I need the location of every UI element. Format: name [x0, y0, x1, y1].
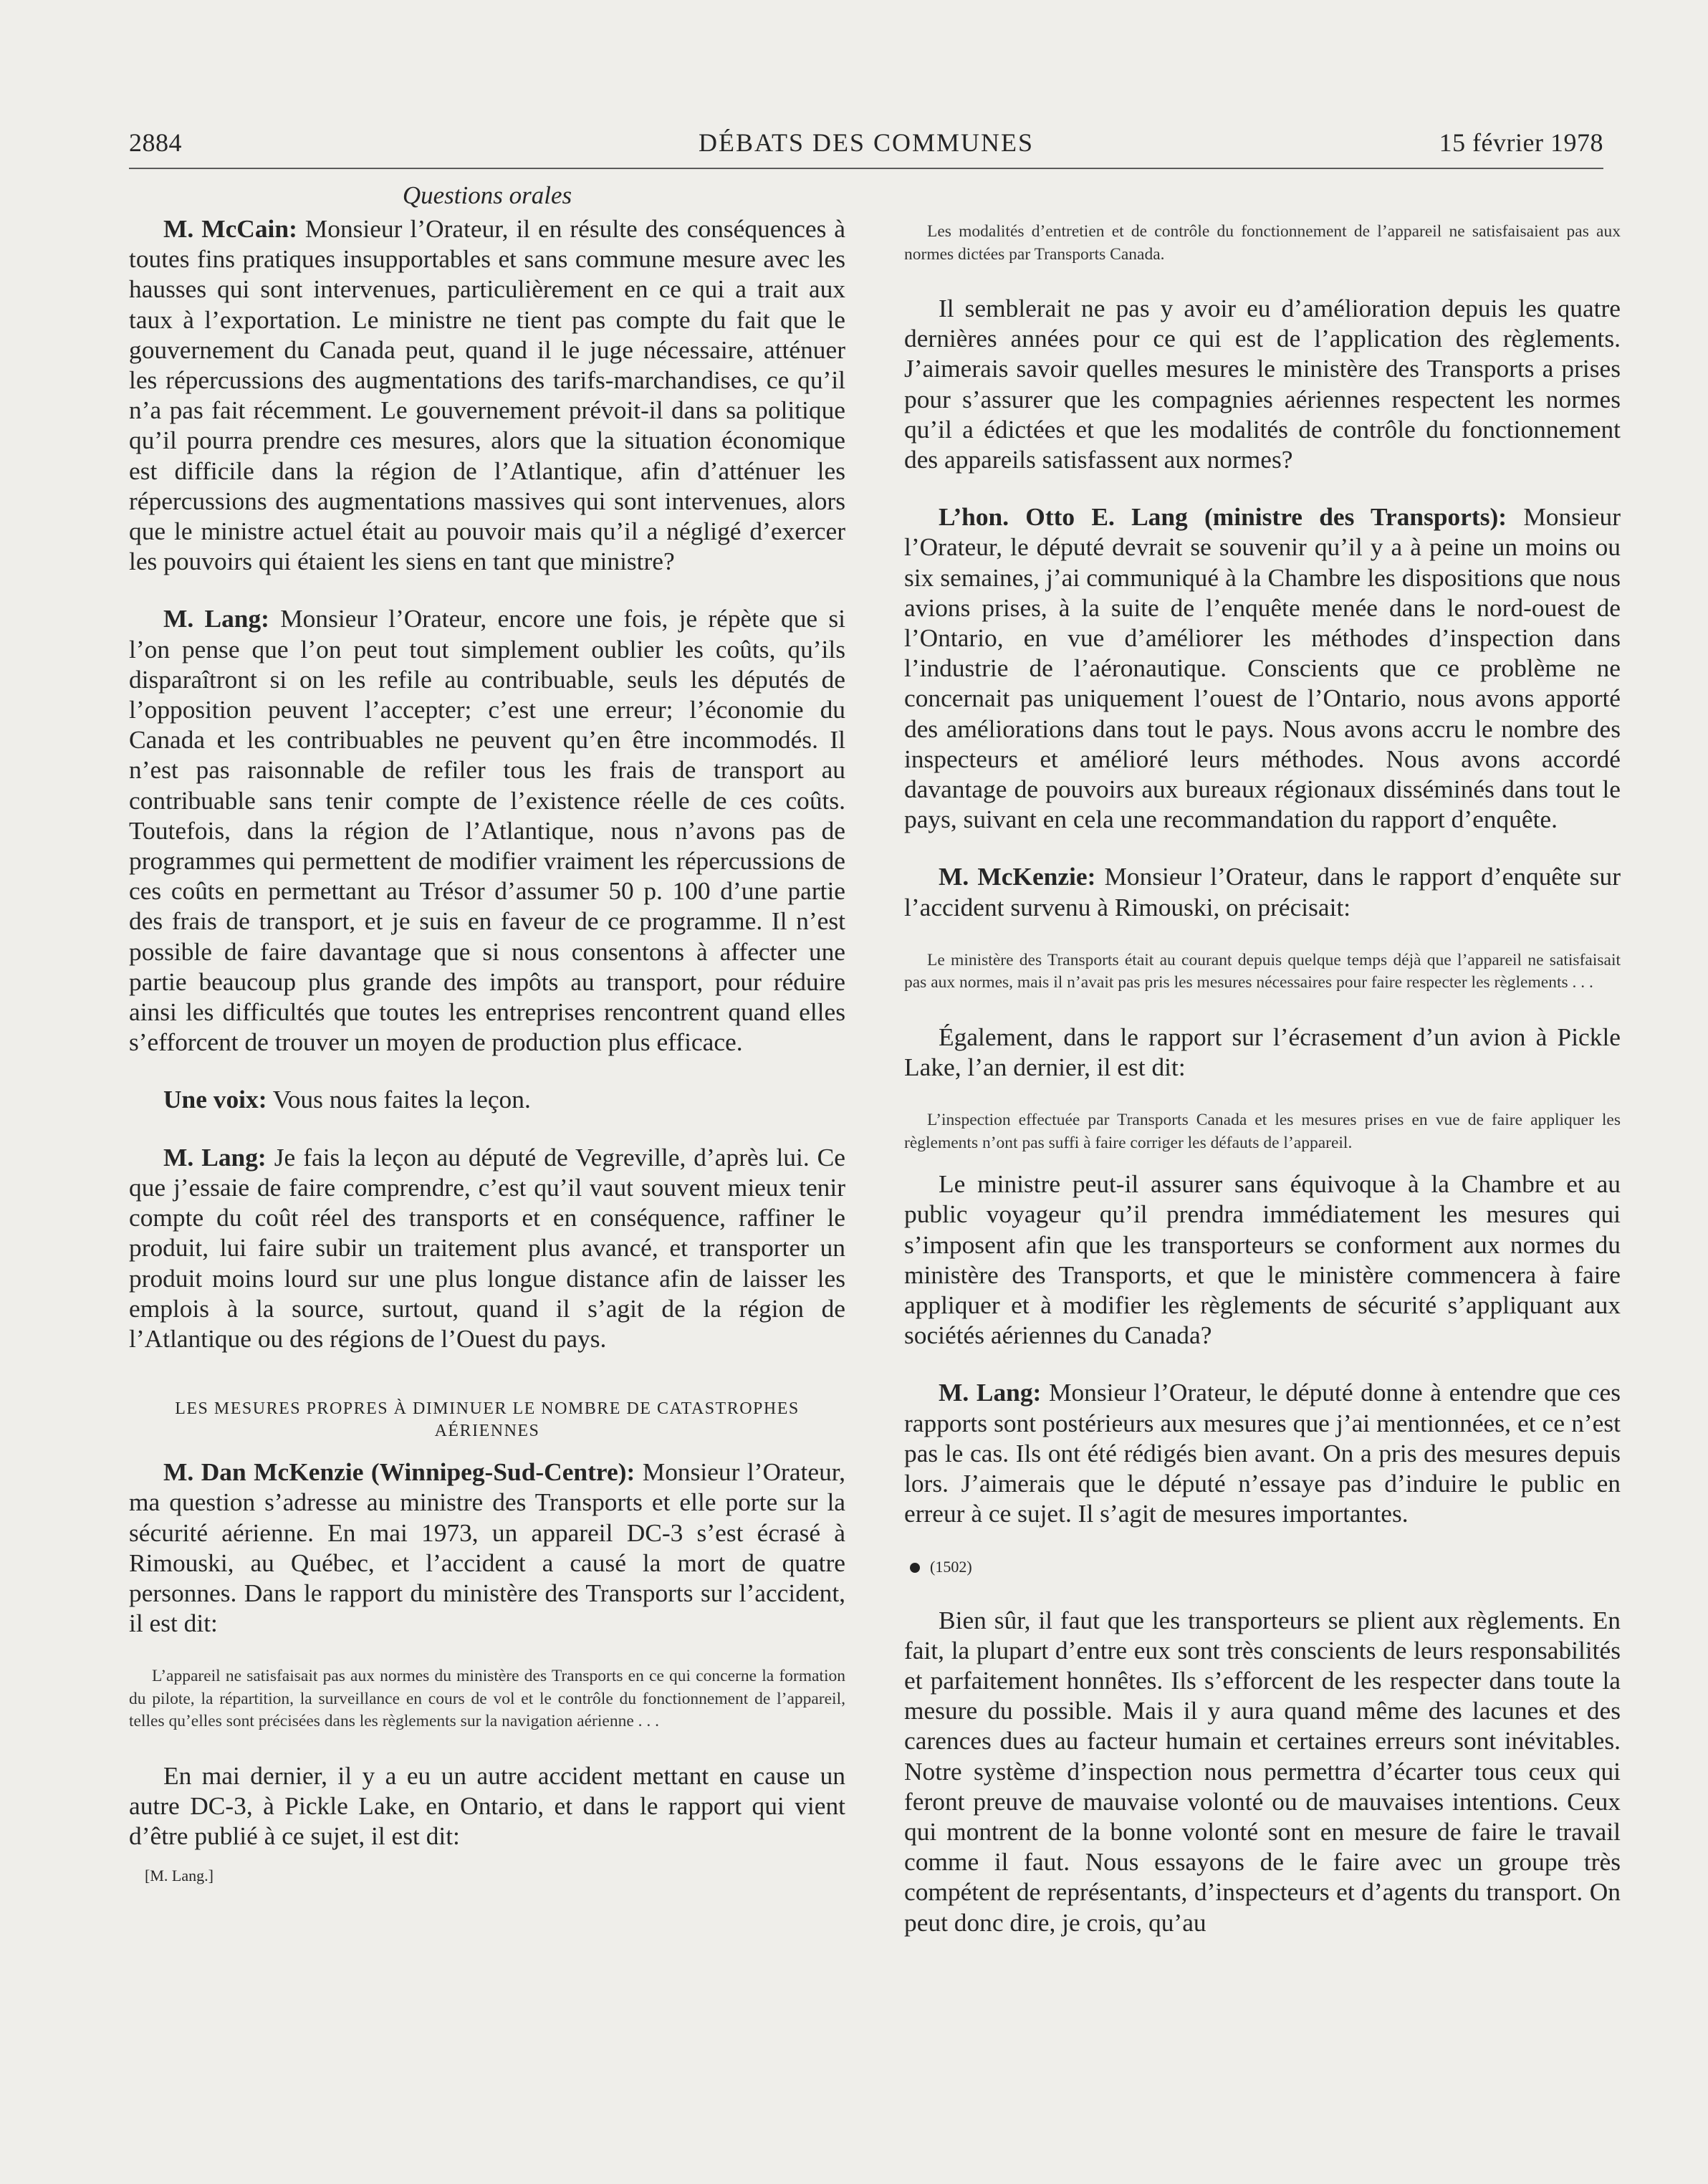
speaker-name: M. McCain:: [163, 214, 297, 243]
paragraph-lang-3: M. Lang: Monsieur l’Orateur, le député donne à entendre que ces rapports sont postérieurs aux mesures que j’ai mentionnées, et ce n’est pas le cas. Ils ont été rédigés bien avant. On a pris des mesures depuis lors. J’aimerais que le député n’essaye pas d’induire le public en erreur à ce sujet. Il s’agit de mesures importantes.: [904, 1378, 1621, 1528]
speaker-footnote: [M. Lang.]: [145, 1867, 214, 1885]
quotation-ministry-aware: Le ministère des Transports était au courant depuis quelque temps déjà que l’appareil ne satisfaisait pas aux normes, mais il n’avait pas pris les mesures nécessaires pour faire respecter les règlements . . .: [904, 950, 1621, 992]
page-number: 2884: [129, 128, 182, 157]
quotation-inspection: L’inspection effectuée par Transports Canada et les mesures prises en vue de faire appliquer les règlements n’ont pas suffi à faire corriger les défauts de l’appareil.: [904, 1111, 1621, 1152]
left-column: [129, 181, 845, 1887]
speaker-name: L’hon. Otto E. Lang (ministre des Transports):: [939, 502, 1507, 532]
speaker-name: Une voix:: [163, 1085, 267, 1114]
section-heading: LES MESURES PROPRES À DIMINUER LE NOMBRE DE CATASTROPHES AÉRIENNES: [175, 1399, 800, 1441]
paragraph-lang-2: M. Lang: Je fais la leçon au député de Vegreville, d’après lui. Ce que j’essaie de faire comprendre, c’est qu’il vaut souvent mieux tenir compte du coût réel des transports et en conséquence, raffiner le produit, lui faire subir un traitement plus avancé, et transporter un produit moins lourd sur une plus longue distance afin de laisser les emplois à la source, surtout, quand il s’agit de la région de l’Atlantique ou des régions de l’Ouest du pays.: [129, 1142, 845, 1353]
paragraph-lang-1: M. Lang: Monsieur l’Orateur, encore une fois, je répète que si l’on pense que l’on peut tout simplement oublier les coûts, qu’ils disparaîtront si on les refile au contribuable, seuls les députés de l’opposition peuvent l’accepter; c’est une erreur; l’économie du Canada et les contribuables ne peuvent qu’en être incommodés. Il n’est pas raisonnable de refiler tous les frais de transport au contribuable sans tenir compte de l’existence réelle de ces coûts. Toutefois, dans la région de l’Atlantique, nous n’avons pas de programmes qui permettent de modifier vraiment les répercussions de ces coûts en permettant au Trésor d’assumer 50 p. 100 d’une partie des frais de transport, et je suis en faveur de ce programme. Il n’est possible de faire davantage que si nous consentons à affecter une partie beaucoup plus grande des impôts au transport, pour réduire ainsi les difficultés que toutes les entreprises rencontrent quand elles s’efforcent de trouver un moyen de production plus efficace.: [129, 604, 845, 1057]
speaker-name: M. McKenzie:: [939, 862, 1096, 891]
timestamp-marker: (1502): [904, 1556, 1621, 1578]
paragraph-otto-lang: L’hon. Otto E. Lang (ministre des Transports): Monsieur l’Orateur, le député devrait se souvenir qu’il y a à peine un moins ou six semaines, j’ai communiqué à la Chambre les dispositions que nous avions prises, à la suite de l’enquête menée dans le nord-ouest de l’Ontario, en vue d’améliorer les méthodes d’inspection dans l’industrie de l’aéronautique. Conscients que ce problème ne concernait pas uniquement l’ouest de l’Ontario, nous avons apporté des améliorations dans tout le pays. Nous avons accru le nombre des inspecteurs et amélioré leurs méthodes. Nous avons accordé davantage de pouvoirs aux bureaux régionaux disséminés dans tout le pays, suivant en cela une recommandation du rapport d’enquête.: [904, 502, 1621, 834]
right-column: [904, 221, 1621, 1938]
paragraph-mckenzie: M. McKenzie: Monsieur l’Orateur, dans le rapport d’enquête sur l’accident survenu à Rimouski, on précisait:: [904, 862, 1621, 921]
speaker-name: M. Dan McKenzie (Winnipeg-Sud-Centre):: [163, 1457, 635, 1487]
paragraph-regulations: Il semblerait ne pas y avoir eu d’amélioration depuis les quatre dernières années pour ce qui est de l’application des règlements. J’aimerais savoir quelles mesures le ministère des Transports a prises pour s’assurer que les compagnies aériennes respectent les normes qu’il a édictées et que les modalités de contrôle du fonctionnement des appareils satisfassent aux normes?: [904, 294, 1621, 474]
paragraph-mccain: M. McCain: Monsieur l’Orateur, il en résulte des conséquences à toutes fins pratiques insupportables et sans commune mesure avec les hausses qui sont intervenues, particulièrement en ce qui a trait aux taux à l’exportation. Le ministre ne tient pas compte du fait que le gouvernement du Canada peut, quand il le juge nécessaire, atténuer les répercussions des augmentations des tarifs-marchandises, ce qu’il n’a pas fait récemment. Le gouvernement prévoit-il dans sa politique qu’il pourra prendre ces mesures, alors que la situation économique est difficile dans la région de l’Atlantique, afin d’atténuer les répercussions des augmentations massives qui sont intervenues, alors que le ministre actuel était au pouvoir mais qu’il a négligé d’exercer les pouvoirs qui étaient les siens en tant que ministre?: [129, 214, 845, 576]
quotation-rimouski-report: L’appareil ne satisfaisait pas aux normes du ministère des Transports en ce qui concerne la formation du pilote, la répartition, la surveillance en cours de vol et le contrôle du fonctionnement de l’appareil, telles qu’elles sont précisées dans les règlements sur la navigation aérienne . . .: [129, 1667, 845, 1731]
paragraph-pickle-lake: En mai dernier, il y a eu un autre accident mettant en cause un autre DC-3, à Pickle Lake, en Ontario, et dans le rapport qui vient d’être publié à ce sujet, il est dit:: [129, 1761, 845, 1851]
speaker-name: M. Lang:: [163, 604, 269, 633]
paragraph-minister-assure: Le ministre peut-il assurer sans équivoque à la Chambre et au public voyageur qu’il prendra immédiatement les mesures qui s’imposent afin que les transporteurs se conforment aux normes du ministère des Transports, et que le ministère commencera à faire appliquer et à modifier les règlements de sécurité s’appliquant aux sociétés aériennes du Canada?: [904, 1169, 1621, 1350]
page-header: [129, 128, 1603, 169]
running-subtitle: Questions orales: [402, 181, 572, 209]
publication-title: DÉBATS DES COMMUNES: [698, 128, 1035, 157]
paragraph-bien-sur: Bien sûr, il faut que les transporteurs se plient aux règlements. En fait, la plupart d’entre eux sont très conscients de leurs responsabilités et parfaitement honnêtes. Ils s’efforcent de les respecter dans toute la mesure du possible. Mais il y aura quand même des lacunes et des carences dues au facteur humain et certaines erreurs sont inévitables. Notre système d’inspection nous permettra d’écarter tous ceux qui feront preuve de mauvaise volonté ou de mauvaises intentions. Ceux qui montrent de la bonne volonté sont en mesure de faire le travail comme il faut. Nous essayons de le faire avec un groupe très compétent de représentants, d’inspecteurs et d’agents du transport. On peut donc dire, je crois, qu’au: [904, 1605, 1621, 1937]
paragraph-une-voix: Une voix: Vous nous faites la leçon.: [163, 1085, 531, 1114]
paragraph-dan-mckenzie: M. Dan McKenzie (Winnipeg-Sud-Centre): Monsieur l’Orateur, ma question s’adresse au ministre des Transports et elle porte sur la sécurité aérienne. En mai 1973, un appareil DC-3 s’est écrasé à Rimouski, au Québec, et l’accident a causé la mort de quatre personnes. Dans le rapport du ministère des Transports sur l’accident, il est dit:: [129, 1457, 845, 1638]
paragraph-egalement: Également, dans le rapport sur l’écrasement d’un avion à Pickle Lake, l’an dernier, il est dit:: [904, 1022, 1621, 1082]
speaker-name: M. Lang:: [163, 1142, 267, 1172]
page-date: 15 février 1978: [1439, 128, 1603, 157]
quotation-maintenance: Les modalités d’entretien et de contrôle du fonctionnement de l’appareil ne satisfaisaient pas aux normes dictées par Transports Canada.: [904, 222, 1621, 264]
speaker-name: M. Lang:: [939, 1378, 1042, 1407]
bullet-icon: [910, 1563, 920, 1573]
